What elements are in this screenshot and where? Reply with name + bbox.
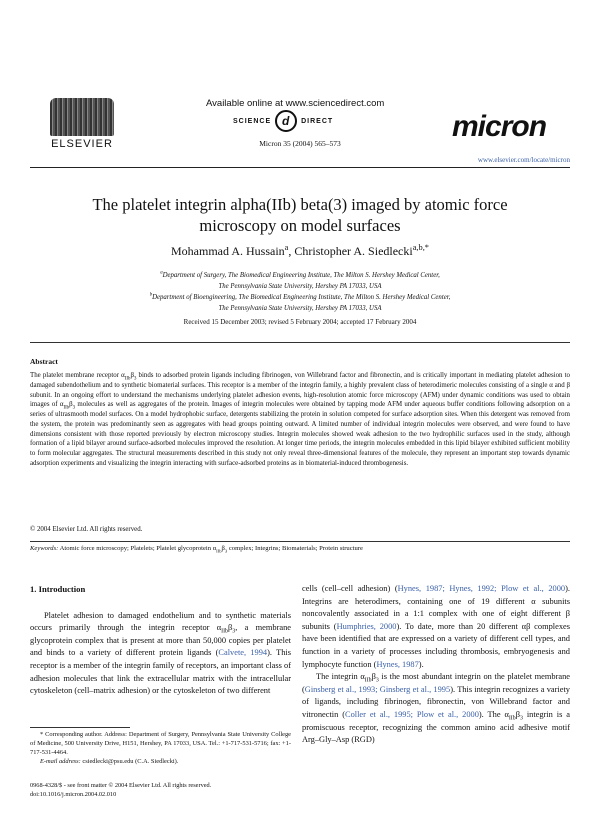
affil-a-line1: Department of Surgery, The Biomedical Engineering Institute, The Milton S. Hershey Medical Center, [162, 272, 440, 279]
abstract-heading: Abstract [30, 357, 58, 366]
journal-logo: micron [452, 110, 547, 143]
keywords: Keywords: Atomic force microscopy; Platelets; Platelet glycoprotein $\alpha_{IIb}\beta_3$ complex; Integrins; Biomaterials; Protein structure [30, 545, 363, 554]
affil-b-line2: The Pennsylvania State University, Hershey PA 17033, USA [218, 305, 382, 312]
elsevier-tree-icon [50, 98, 114, 136]
author-list [60, 244, 540, 259]
header-divider [30, 167, 570, 168]
publisher-name: ELSEVIER [51, 138, 113, 150]
citation-link[interactable]: Hynes, 1987; Hynes, 1992; Plow et al., 2000 [397, 584, 566, 593]
received-dates: Received 15 December 2003; revised 5 February 2004; accepted 17 February 2004 [183, 318, 417, 326]
abstract-copyright: © 2004 Elsevier Ltd. All rights reserved. [30, 526, 143, 533]
intro-paragraph-2: The integrin $\alpha_{IIb}\beta_3$ is the most abundant integrin on the platelet membrane (Ginsberg et al., 1993; Ginsberg et al., 1995). This integrin recognizes a variety of ligands, including fibrinogen, fibronectin, von Willebrand factor and vitronectin (Coller et al., 1995; Plow et al., 2000). The $\alpha_{IIb}\beta_3$ integrin is a promiscuous receptor, recognizing the common amino acid adhesive motif Arg–Gly–Asp (RGD) [302, 672, 571, 745]
author-1: Mohammad A. Hussain [171, 244, 285, 258]
corresponding-author-footnote: * Corresponding author. Address: Department of Surgery, Pennsylvania State University College of Medicine, 500 University Drive, H151, Hershey, PA 17033, USA. Tel.: +1-717-531-5716; fax: +1-717-531-4464. E-mail address: csiedlecki@psu.edu (C.A. Siedlecki). [30, 731, 291, 765]
sciencedirect-logo [233, 110, 333, 132]
abstract-top-divider [30, 342, 570, 343]
author-2-affil: a,b,* [412, 243, 429, 252]
affil-a-marker: a [160, 270, 163, 276]
author-2: , Christopher A. Siedlecki [288, 244, 413, 258]
citation-link[interactable]: Hynes, 1987 [376, 659, 419, 669]
intro-paragraph-1: Platelet adhesion to damaged endothelium and to synthetic materials occurs primarily through the integrin receptor $\alpha_{IIb}\beta_3$, a membrane glycoprotein complex that is present at more than 50,000 copies per platelet and binds to a variety of different protein ligands (Calvete, 1994). This receptor is a member of the integrin family of receptors, an important class of adhesion molecules that link the extracellular matrix with the intracellular cytoskeleton (cell–matrix adhesion) or the cytoskeleton of two different [30, 610, 291, 696]
affil-b-line1: Department of Bioengineering, The Biomedical Engineering Institute, The Milton S. Hershey Medical Center, [152, 294, 451, 301]
keywords-divider [30, 541, 570, 542]
sd-left-word: SCIENCE [233, 117, 272, 125]
journal-url[interactable]: www.elsevier.com/locate/micron [477, 156, 570, 164]
abstract-text: The platelet membrane receptor $\alpha_{IIb}\beta_3$ binds to adsorbed protein ligands including fibrinogen, von Willebrand factor and fibronectin, and is critically important in mediating platelet adhesion to damaged subendothelium and to synthetic biomaterial surfaces. This receptor is a member of the integrin family, a highly prevalent class of heterodimeric molecules consisting of a single α and β subunit. In an ongoing effort to understand the mechanisms underlying platelet adhesion events, high-resolution atomic force microscopy (AFM) under dynamic conditions was used to obtain images of $\alpha_{IIb}\beta_3$ molecules as well as aggregates of the protein. Images of integrin molecules were obtained by tapping mode AFM under aqueous buffer conditions following adsorption on a series of ultrasmooth model surfaces. On a model hydrophobic surface, detergents stabilizing the protein in solution competed for surface adsorption sites. When this detergent was removed from the system, the protein was predominantly seen as aggregates with head groups pointing outward. A limited number of individual integrin molecules were observed, and were found to have dimensions consistent with those reported previously by electron microscopy studies. Integrin molecules showed weak adhesion to the two hydrophilic surfaces used in the study, although formation of a lipid bilayer around surface-adsorbed molecules improved the resolution. At longer time periods, the integrin molecules embedded in this lipid bilayer exhibited sufficient mobility to form molecular aggregates. The structural measurements described in this study not only reveal three-dimensional features of the molecule, they represent an important step towards dynamic adsorption experiments and visualizing the integrin interacting with surface-adsorbed proteins as in biomaterial-induced thrombogenesis. [30, 372, 570, 467]
issn-doi [30, 781, 330, 799]
intro-paragraph-1-cont: cells (cell–cell adhesion) (Hynes, 1987; Hynes, 1992; Plow et al., 2000). Integrins are heterodimers, containing one of 19 different α subunits noncovalently associated in a 1:1 complex with one of eight different β subunits (Humphries, 2000). To date, more than 20 different αβ complexes have been identified that are expressed on a variety of different cell types, and function in a variety of processes including thrombosis, embryogenesis and lymphocyte function (Hynes, 1987). [302, 584, 570, 669]
article-title: The platelet integrin alpha(IIb) beta(3) imaged by atomic force microscopy on model surfaces [92, 195, 508, 235]
publisher-logo [36, 98, 128, 148]
available-online-notice[interactable]: Available online at www.sciencedirect.com [206, 98, 385, 109]
citation-link[interactable]: Calvete, 1994 [218, 648, 268, 658]
affil-a-line2: The Pennsylvania State University, Hershey PA 17033, USA [218, 283, 382, 290]
keywords-label: Keywords: [30, 545, 59, 552]
sd-at-icon: d [275, 110, 297, 132]
citation-link[interactable]: Coller et al., 1995; Plow et al., 2000 [344, 709, 479, 719]
citation-link[interactable]: Ginsberg et al., 1993; Ginsberg et al., 1995 [304, 684, 451, 694]
footnote-divider [30, 727, 130, 728]
affil-b-marker: b [149, 292, 153, 298]
body-column-right [302, 583, 570, 747]
author-1-affil: a [284, 243, 289, 252]
issn-line: 0968-4328/$ - see front matter © 2004 Elsevier Ltd. All rights reserved. [30, 782, 212, 789]
email-address[interactable]: csiedlecki@psu.edu (C.A. Siedlecki). [80, 758, 179, 765]
body-column-left [30, 583, 291, 698]
email-label: E-mail address: [40, 758, 81, 765]
sd-right-word: DIRECT [301, 117, 334, 125]
doi-line[interactable]: doi:10.1016/j.micron.2004.02.010 [30, 791, 117, 798]
citation-link[interactable]: Humphries, 2000 [336, 621, 397, 631]
journal-citation: Micron 35 (2004) 565–573 [259, 139, 341, 148]
section-heading: 1. Introduction [30, 584, 86, 594]
affiliations [60, 270, 540, 314]
